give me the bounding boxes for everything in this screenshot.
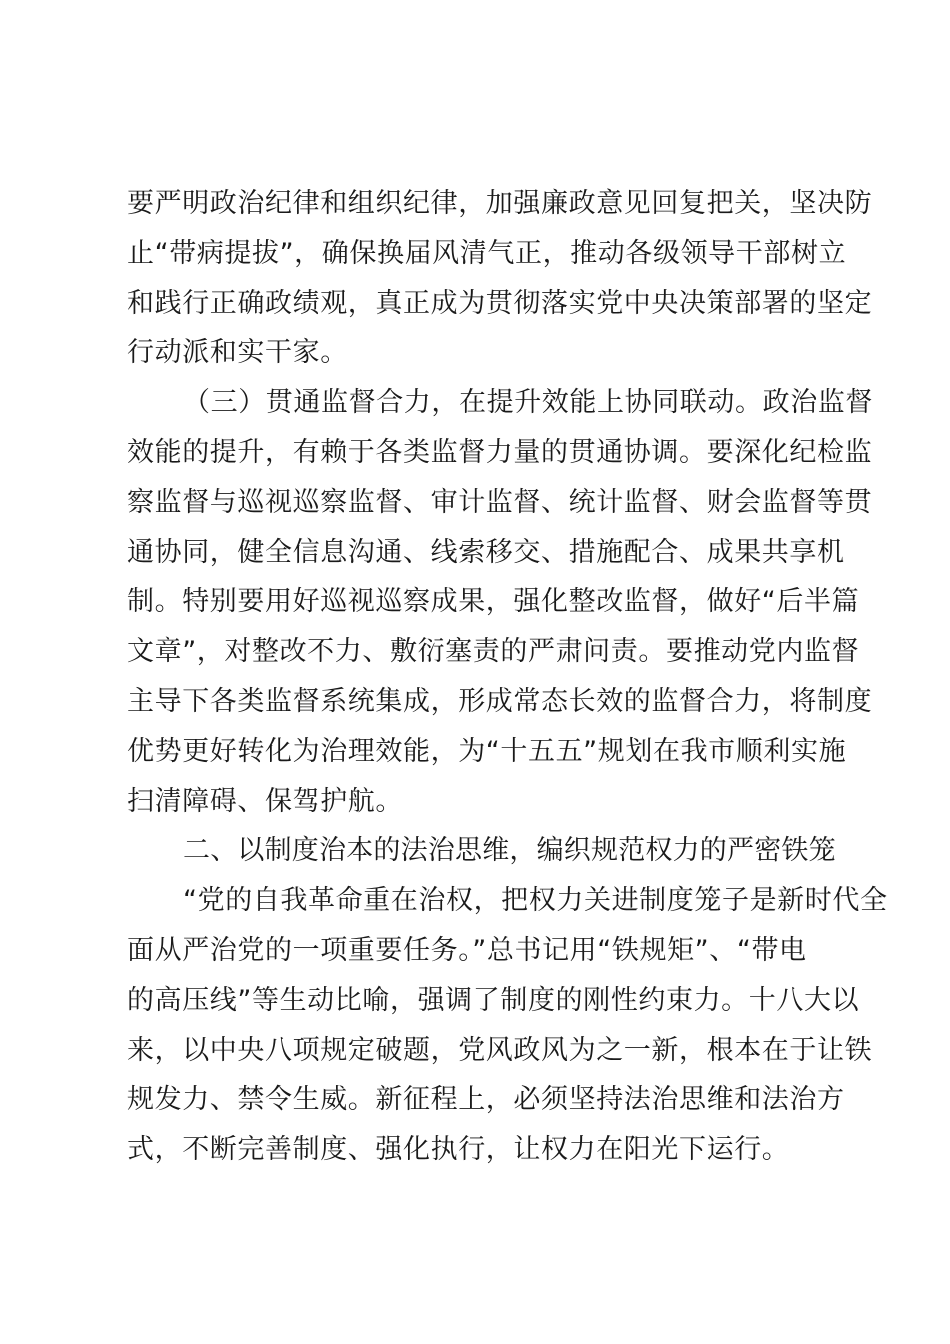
text-line: 来，以中央八项规定破题，党风政风为之一新，根本在于让铁 [127,1034,873,1066]
text-line: 通协同，健全信息沟通、线索移交、措施配合、成果共享机 [127,536,845,568]
text-line: 文章”，对整改不力、敷衍塞责的严肃问责。要推动党内监督 [127,636,860,668]
document-body [127,186,888,1182]
paragraph-discipline [127,186,873,385]
text-line: 要严明政治纪律和组织纪律，加强廉政意见回复把关，坚决防 [127,188,873,219]
text-line: 的高压线”等生动比喻，强调了制度的刚性约束力。十八大以 [127,984,860,1016]
text-line: 规发力、禁令生威。新征程上，必须坚持法治思维和法治方 [127,1084,845,1116]
text-line: 扫清障碍、保驾护航。 [127,785,403,817]
text-line: 制。特别要用好巡视巡察成果，强化整改监督，做好“后半篇 [127,586,860,618]
text-line: 优势更好转化为治理效能，为“十五五”规划在我市顺利实施 [127,735,847,767]
text-line: 面从严治党的一项重要任务。”总书记用“铁规矩”、“带电 [127,934,807,966]
heading-line: 二、以制度治本的法治思维，编织规范权力的严密铁笼 [183,835,836,867]
paragraph-institutional-governance [127,883,888,1182]
text-line: 止“带病提拔”，确保换届风清气正，推动各级领导干部树立 [127,237,847,269]
paragraph-supervision-synergy [127,385,873,833]
text-line: （三）贯通监督合力，在提升效能上协同联动。政治监督 [183,387,873,419]
text-line: 主导下各类监督系统集成，形成常态长效的监督合力，将制度 [127,685,873,717]
text-line: 式，不断完善制度、强化执行，让权力在阳光下运行。 [127,1134,790,1166]
text-line: 效能的提升，有赖于各类监督力量的贯通协调。要深化纪检监 [127,436,873,468]
text-line: 行动派和实干家。 [127,337,348,369]
text-line: 和践行正确政绩观，真正成为贯彻落实党中央决策部署的坚定 [127,287,873,319]
text-line: 察监督与巡视巡察监督、审计监督、统计监督、财会监督等贯 [127,486,873,518]
text-line: “党的自我革命重在治权，把权力关进制度笼子是新时代全 [183,885,888,917]
section-heading [127,833,836,883]
